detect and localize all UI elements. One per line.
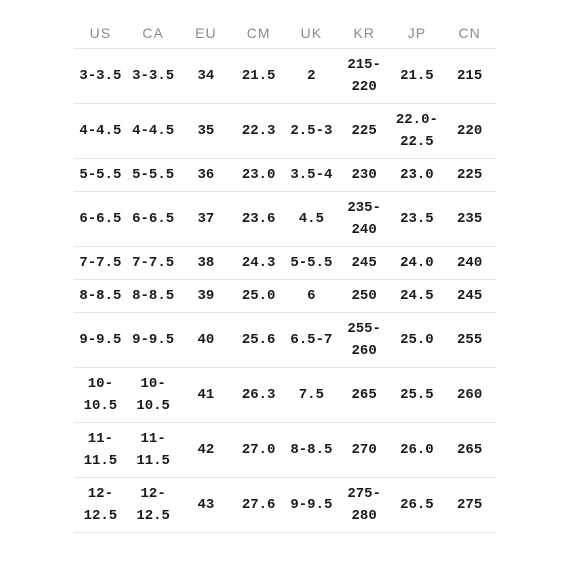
cell-cm: 24.3 <box>232 247 285 280</box>
cell-us: 9-9.5 <box>74 313 127 368</box>
cell-cn: 235 <box>443 192 496 247</box>
cell-us: 6-6.5 <box>74 192 127 247</box>
header-row <box>74 18 496 49</box>
cell-us: 12- 12.5 <box>74 478 127 533</box>
cell-cm: 25.6 <box>232 313 285 368</box>
cell-uk: 8-8.5 <box>285 423 338 478</box>
cell-ca: 8-8.5 <box>127 280 180 313</box>
cell-eu: 43 <box>180 478 233 533</box>
cell-uk: 2 <box>285 49 338 104</box>
cell-cm: 22.3 <box>232 104 285 159</box>
cell-cn: 215 <box>443 49 496 104</box>
cell-uk: 4.5 <box>285 192 338 247</box>
cell-kr: 230 <box>338 159 391 192</box>
cell-jp: 22.0- 22.5 <box>391 104 444 159</box>
cell-kr: 245 <box>338 247 391 280</box>
cell-uk: 9-9.5 <box>285 478 338 533</box>
header-us: US <box>74 18 127 49</box>
header-kr: KR <box>338 18 391 49</box>
cell-kr: 250 <box>338 280 391 313</box>
cell-uk: 6.5-7 <box>285 313 338 368</box>
cell-eu: 39 <box>180 280 233 313</box>
cell-uk: 6 <box>285 280 338 313</box>
cell-eu: 36 <box>180 159 233 192</box>
cell-uk: 3.5-4 <box>285 159 338 192</box>
cell-us: 10- 10.5 <box>74 368 127 423</box>
cell-cm: 21.5 <box>232 49 285 104</box>
cell-cn: 225 <box>443 159 496 192</box>
cell-jp: 23.5 <box>391 192 444 247</box>
cell-cm: 23.0 <box>232 159 285 192</box>
cell-jp: 25.0 <box>391 313 444 368</box>
cell-ca: 10- 10.5 <box>127 368 180 423</box>
table-row <box>74 368 496 423</box>
cell-ca: 9-9.5 <box>127 313 180 368</box>
cell-uk: 5-5.5 <box>285 247 338 280</box>
cell-jp: 25.5 <box>391 368 444 423</box>
cell-cn: 220 <box>443 104 496 159</box>
cell-us: 4-4.5 <box>74 104 127 159</box>
cell-ca: 7-7.5 <box>127 247 180 280</box>
cell-uk: 7.5 <box>285 368 338 423</box>
cell-cm: 25.0 <box>232 280 285 313</box>
cell-kr: 265 <box>338 368 391 423</box>
cell-cm: 26.3 <box>232 368 285 423</box>
header-eu: EU <box>180 18 233 49</box>
cell-cn: 260 <box>443 368 496 423</box>
cell-jp: 24.0 <box>391 247 444 280</box>
cell-cn: 265 <box>443 423 496 478</box>
table-row <box>74 313 496 368</box>
cell-us: 8-8.5 <box>74 280 127 313</box>
table-row <box>74 280 496 313</box>
table-row <box>74 192 496 247</box>
cell-us: 5-5.5 <box>74 159 127 192</box>
cell-eu: 37 <box>180 192 233 247</box>
cell-cn: 240 <box>443 247 496 280</box>
table-row <box>74 247 496 280</box>
table-row <box>74 423 496 478</box>
cell-us: 7-7.5 <box>74 247 127 280</box>
cell-kr: 255- 260 <box>338 313 391 368</box>
header-uk: UK <box>285 18 338 49</box>
table-row <box>74 159 496 192</box>
size-chart-container <box>74 18 496 533</box>
cell-cm: 23.6 <box>232 192 285 247</box>
cell-cm: 27.6 <box>232 478 285 533</box>
cell-kr: 215- 220 <box>338 49 391 104</box>
table-row <box>74 104 496 159</box>
cell-eu: 38 <box>180 247 233 280</box>
cell-ca: 6-6.5 <box>127 192 180 247</box>
cell-us: 11- 11.5 <box>74 423 127 478</box>
cell-ca: 12- 12.5 <box>127 478 180 533</box>
cell-jp: 21.5 <box>391 49 444 104</box>
cell-kr: 270 <box>338 423 391 478</box>
size-chart-table <box>74 18 496 533</box>
cell-eu: 42 <box>180 423 233 478</box>
table-row <box>74 478 496 533</box>
cell-eu: 34 <box>180 49 233 104</box>
cell-kr: 235- 240 <box>338 192 391 247</box>
cell-cn: 255 <box>443 313 496 368</box>
cell-jp: 24.5 <box>391 280 444 313</box>
cell-ca: 5-5.5 <box>127 159 180 192</box>
cell-ca: 4-4.5 <box>127 104 180 159</box>
cell-kr: 275- 280 <box>338 478 391 533</box>
header-ca: CA <box>127 18 180 49</box>
cell-eu: 41 <box>180 368 233 423</box>
cell-eu: 35 <box>180 104 233 159</box>
cell-jp: 26.0 <box>391 423 444 478</box>
cell-ca: 11- 11.5 <box>127 423 180 478</box>
cell-uk: 2.5-3 <box>285 104 338 159</box>
cell-jp: 23.0 <box>391 159 444 192</box>
cell-kr: 225 <box>338 104 391 159</box>
cell-cn: 275 <box>443 478 496 533</box>
cell-eu: 40 <box>180 313 233 368</box>
cell-cn: 245 <box>443 280 496 313</box>
cell-ca: 3-3.5 <box>127 49 180 104</box>
table-row <box>74 49 496 104</box>
header-cn: CN <box>443 18 496 49</box>
cell-jp: 26.5 <box>391 478 444 533</box>
cell-us: 3-3.5 <box>74 49 127 104</box>
header-jp: JP <box>391 18 444 49</box>
header-cm: CM <box>232 18 285 49</box>
cell-cm: 27.0 <box>232 423 285 478</box>
